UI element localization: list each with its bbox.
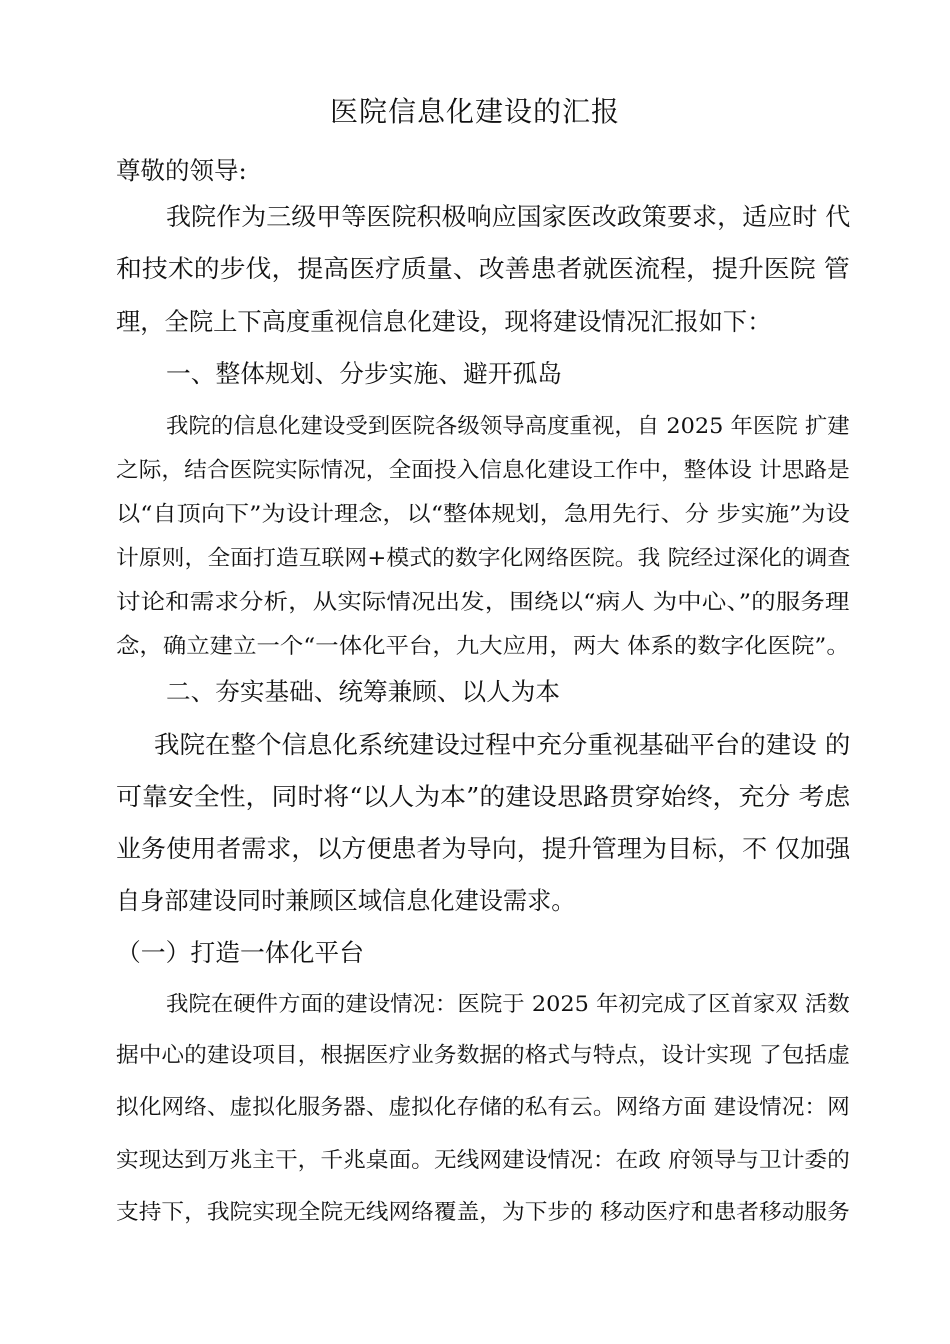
document-title: 医院信息化建设的汇报 (329, 95, 620, 128)
document-page: 医院信息化建设的汇报 尊敬的领导: 我院作为三级甲等医院积极响应国家医改政策要求，适应时 代 和技术的步伐，提高医疗质量、改善患者就医流程，提升医院 管 理，全院上下高度重视信息化建设，现将建设情况汇报如下： 一、整体规划、分步实施、避开孤岛 我院的信息化建设受到医院各级领导高度重视，自 2025 年医院 扩建 之际，结合医院实际情况，全面投入信息化建设工作中，整体设 计思路是 以“自顶向下”为设计理念，以“整体规划，急用先行、分 步实施”为设 计原则，全面打造互联网+模式的数字化网络医院。我 院经过深化的调查 讨论和需求分析，从实际情况出发，围绕以“病人 为中心、”的服务理 念，确立建立一个“一体化平台，九大应用，两大 体系的数字化医院”。 二、夯实基础、统筹兼顾、以人为本 我院在整个信息化系统建设过程中充分重视基础平台的建设 的 可靠安全性，同时将“以人为本”的建设思路贯穿始终，充分 考虑 业务使用者需求，以方便患者为导向，提升管理为目标，不 仅加强 自身部建设同时兼顾区域信息化建设需求。 （一）打造一体化平台 我院在硬件方面的建设情况：医院于 2025 年初完成了区首家双 活数 据中心的建设项目，根据医疗业务数据的格式与特点，设计实现 了包括虚 拟化网络、虚拟化服务器、虚拟化存储的私有云。网络方面 建设情况：网 实现达到万兆主干，千兆桌面。无线网建设情况：在政 府领导与卫计委的 支持下，我院实现全院无线网络覆盖，为下步的 移动医疗和患者移动服务 (0, 0, 950, 1344)
salutation: 尊敬的领导: (116, 156, 247, 185)
